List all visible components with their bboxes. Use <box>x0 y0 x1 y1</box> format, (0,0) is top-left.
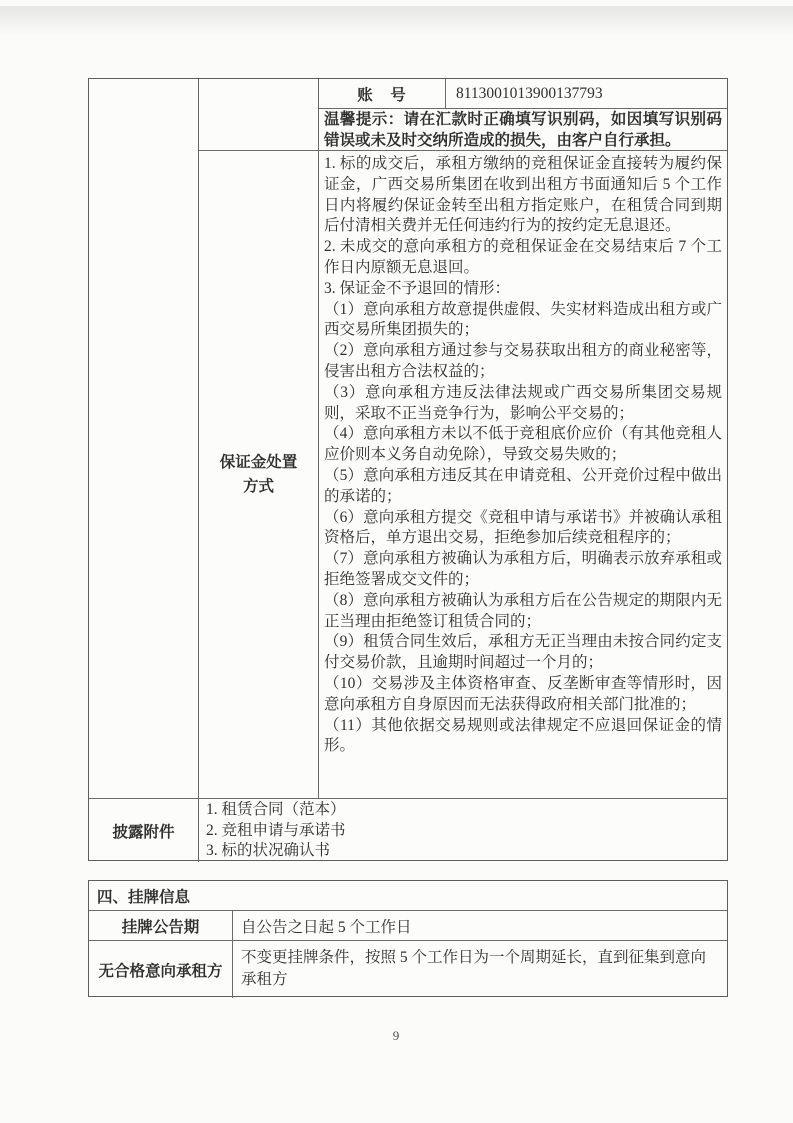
deposit-term: 1. 标的成交后，承租方缴纳的竞租保证金直接转为履约保证金，广西交易所集团在收到出租方书面通知后 5 个工作日内将履约保证金转至出租方指定账户，在租赁合同到期后付清相关费并无任何违约行为的按约定无息退还。 <box>324 155 722 235</box>
deposit-term: （11）其他依据交易规则或法律规定不应退回保证金的情形。 <box>324 716 722 755</box>
page-number: 9 <box>392 1028 400 1043</box>
scan-shadow-band <box>0 6 793 36</box>
empty-sublabel-cell <box>199 79 319 151</box>
deposit-term: 3. 保证金不予退回的情形： <box>324 279 511 297</box>
listing-period-value: 自公告之日起 5 个工作日 <box>233 911 727 941</box>
deposit-term: （2）意向承租方通过参与交易获取出租方的商业秘密等，侵害出租方合法权益的； <box>324 342 722 380</box>
listing-info-table <box>88 880 728 997</box>
deposit-term: （4）意向承租方未以不低于竞租底价应价（有其他竞租人应价则本义务自动免除），导致交易失败的； <box>324 425 722 464</box>
deposit-term: （5）意向承租方违反其在申请竞租、公开竞价过程中做出的承诺的； <box>324 466 722 505</box>
attachment-item: 1. 租赁合同（范本） <box>206 801 346 818</box>
listing-info-title: 四、挂牌信息 <box>89 881 727 911</box>
deposit-term: （9）租赁合同生效后，承租方无正当理由未按合同约定支付交易价款，且逾期时间超过一个月的； <box>324 633 722 672</box>
deposit-term: （6）意向承租方提交《竞租申请与承诺书》并被确认承租资格后，单方退出交易，拒绝参加后续竞租程序的； <box>324 508 722 547</box>
disclosure-attachments-label: 披露附件 <box>89 799 199 862</box>
deposit-disposal-label: 保证金处置方式 <box>199 151 319 799</box>
deposit-term: （8）意向承租方被确认为承租方后在公告规定的期限内无正当理由拒绝签订租赁合同的； <box>324 591 722 630</box>
deposit-term: （10）交易涉及主体资格审查、反垄断审查等情形时，因意向承租方自身原因而无法获得政府相关部门批准的； <box>324 674 722 713</box>
disclosure-attachments-content <box>199 799 727 862</box>
empty-spanner-cell <box>89 79 199 799</box>
attachment-item: 2. 竞租申请与承诺书 <box>206 821 346 839</box>
account-number-label: 账 号 <box>319 79 446 109</box>
no-qualified-lessee-label: 无合格意向承租方 <box>89 941 233 998</box>
account-number-value: 8113001013900137793 <box>446 79 727 109</box>
deposit-term: （1）意向承租方故意提供虚假、失实材料造成出租方或广西交易所集团损失的； <box>324 300 722 339</box>
deposit-table <box>88 78 728 861</box>
deposit-term: （3）意向承租方违反法律法规或广西交易所集团交易规则，采取不正当竞争行为，影响公平交易的； <box>324 383 722 422</box>
deposit-term: 2. 未成交的意向承租方的竞租保证金在交易结束后 7 个工作日内原额无息退回。 <box>324 238 722 276</box>
listing-period-label: 挂牌公告期 <box>89 911 233 941</box>
remittance-tip-text: 温馨提示：请在汇款时正确填写识别码，如因填写识别码错误或未及时交纳所造成的损失，由客户自行承担。 <box>319 109 727 151</box>
attachment-item: 3. 标的状况确认书 <box>206 842 331 859</box>
deposit-disposal-content <box>319 151 727 799</box>
deposit-term: （7）意向承租方被确认为承租方后，明确表示放弃承租或拒绝签署成交文件的； <box>324 550 722 588</box>
no-qualified-lessee-value: 不变更挂牌条件，按照 5 个工作日为一个周期延长，直到征集到意向承租方 <box>241 949 707 988</box>
